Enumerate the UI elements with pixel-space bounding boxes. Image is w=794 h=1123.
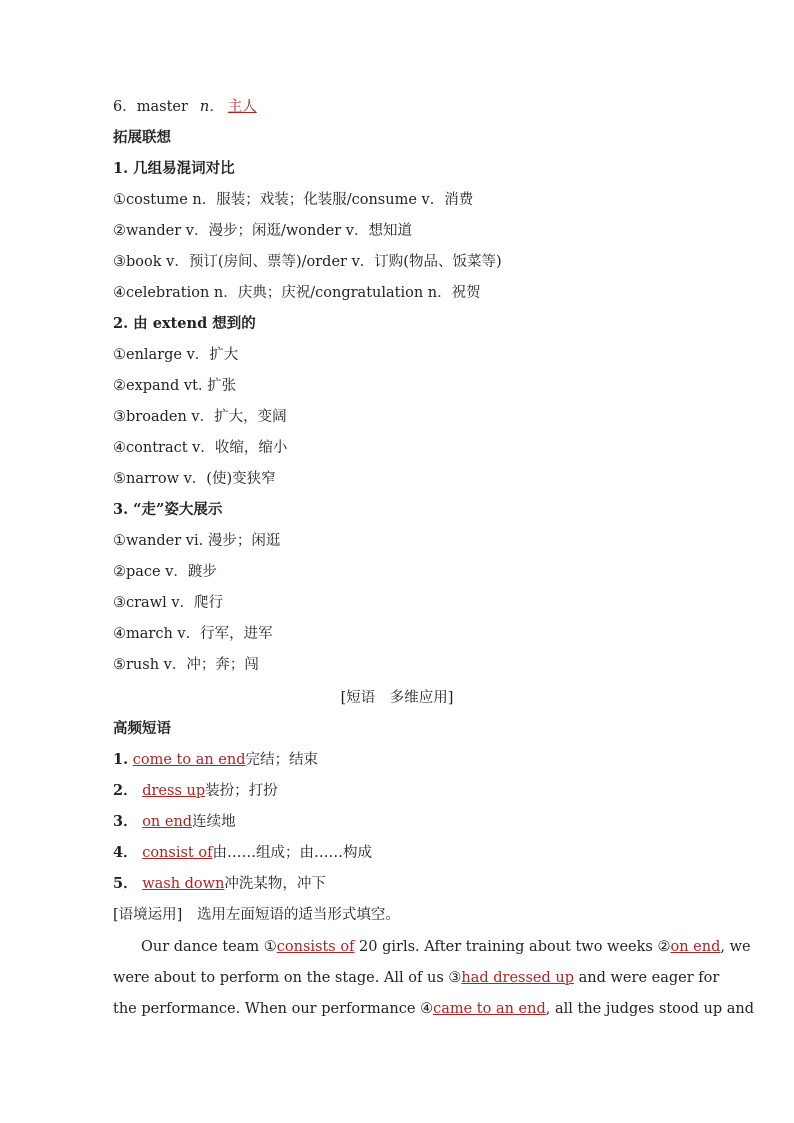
phrase-item	[113, 781, 278, 801]
phrase-meaning: 由……组成；由……构成	[212, 845, 372, 861]
phrase-item	[113, 750, 318, 770]
passage-text: , we	[720, 939, 751, 955]
passage-text: , all the judges stood up and	[545, 1001, 754, 1017]
phrase-meaning: 装扮；打扮	[205, 783, 278, 799]
group3-item: ②pace v．踱步	[113, 564, 217, 580]
phrase-answer: come to an end	[132, 752, 246, 768]
phrase-meaning: 连续地	[192, 814, 236, 830]
blank-answer: had dressed up	[461, 970, 575, 986]
group1-item: ③book v．预订(房间、票等)/order v．订购(物品、饭菜等)	[113, 254, 502, 270]
group3-item: ③crawl v．爬行	[113, 595, 224, 611]
phrase-number: 3．	[113, 813, 138, 830]
blank-answer: consists of	[276, 939, 355, 955]
group3-title: 3. “走”姿大展示	[113, 501, 223, 518]
cloze-passage	[113, 932, 754, 1025]
phrase-meaning: 冲洗某物，冲下	[224, 876, 326, 892]
phrase-answer: consist of	[142, 845, 213, 861]
phrase-number: 1.	[113, 751, 129, 768]
item-number: 6．	[113, 99, 137, 115]
phrase-number: 2．	[113, 782, 138, 799]
group2-item: ④contract v．收缩，缩小	[113, 440, 288, 456]
group1-title: 1. 几组易混词对比	[113, 160, 235, 177]
group3-item: ④march v．行军，进军	[113, 626, 273, 642]
phrase-answer: dress up	[142, 783, 206, 799]
group2-item: ③broaden v．扩大，变阔	[113, 409, 287, 425]
group3-item: ①wander vi. 漫步；闲逛	[113, 533, 281, 549]
group1-item: ②wander v．漫步；闲逛/wonder v．想知道	[113, 223, 412, 239]
passage-text: and were eager for	[574, 970, 720, 986]
section-heading-phrases: 高频短语	[113, 721, 171, 737]
phrase-section-banner: [短语 多维应用]	[340, 690, 454, 706]
context-label: [语境运用]	[113, 907, 183, 923]
group2-title: 2. 由 extend 想到的	[113, 315, 256, 332]
group3-item: ⑤rush v．冲；奔；闯	[113, 657, 259, 673]
vocab-answer: 主人	[227, 99, 257, 115]
passage-line	[113, 994, 754, 1025]
context-usage-heading	[113, 905, 400, 925]
phrase-item	[113, 843, 372, 863]
phrase-meaning: 完结；结束	[245, 752, 319, 768]
phrase-item	[113, 812, 236, 832]
group1-item: ①costume n．服装；戏装；化装服/consume v．消费	[113, 192, 474, 208]
passage-line	[113, 932, 751, 963]
passage-text: the performance. When our performance ④	[113, 1001, 434, 1017]
blank-answer: came to an end	[433, 1001, 546, 1017]
passage-text: were about to perform on the stage. All of us ③	[113, 970, 462, 986]
phrase-number: 4．	[113, 844, 138, 861]
phrase-answer: on end	[142, 814, 193, 830]
group2-item: ⑤narrow v．(使)变狭窄	[113, 471, 276, 487]
context-instruction: 选用左面短语的适当形式填空。	[196, 907, 400, 923]
vocab-item-6	[113, 97, 257, 117]
part-of-speech: n．	[199, 99, 224, 115]
blank-answer: on end	[670, 939, 721, 955]
passage-text: Our dance team ①	[141, 939, 277, 955]
group2-item: ②expand vt. 扩张	[113, 378, 237, 394]
phrase-number: 5．	[113, 875, 138, 892]
section-heading-expand: 拓展联想	[113, 130, 171, 146]
vocab-word: master	[136, 99, 188, 115]
passage-text: 20 girls. After training about two weeks ②	[354, 939, 671, 955]
passage-line	[113, 963, 720, 994]
phrase-item	[113, 874, 326, 894]
group1-item: ④celebration n．庆典；庆祝/congratulation n．祝贺	[113, 285, 481, 301]
phrase-answer: wash down	[142, 876, 225, 892]
group2-item: ①enlarge v．扩大	[113, 347, 239, 363]
